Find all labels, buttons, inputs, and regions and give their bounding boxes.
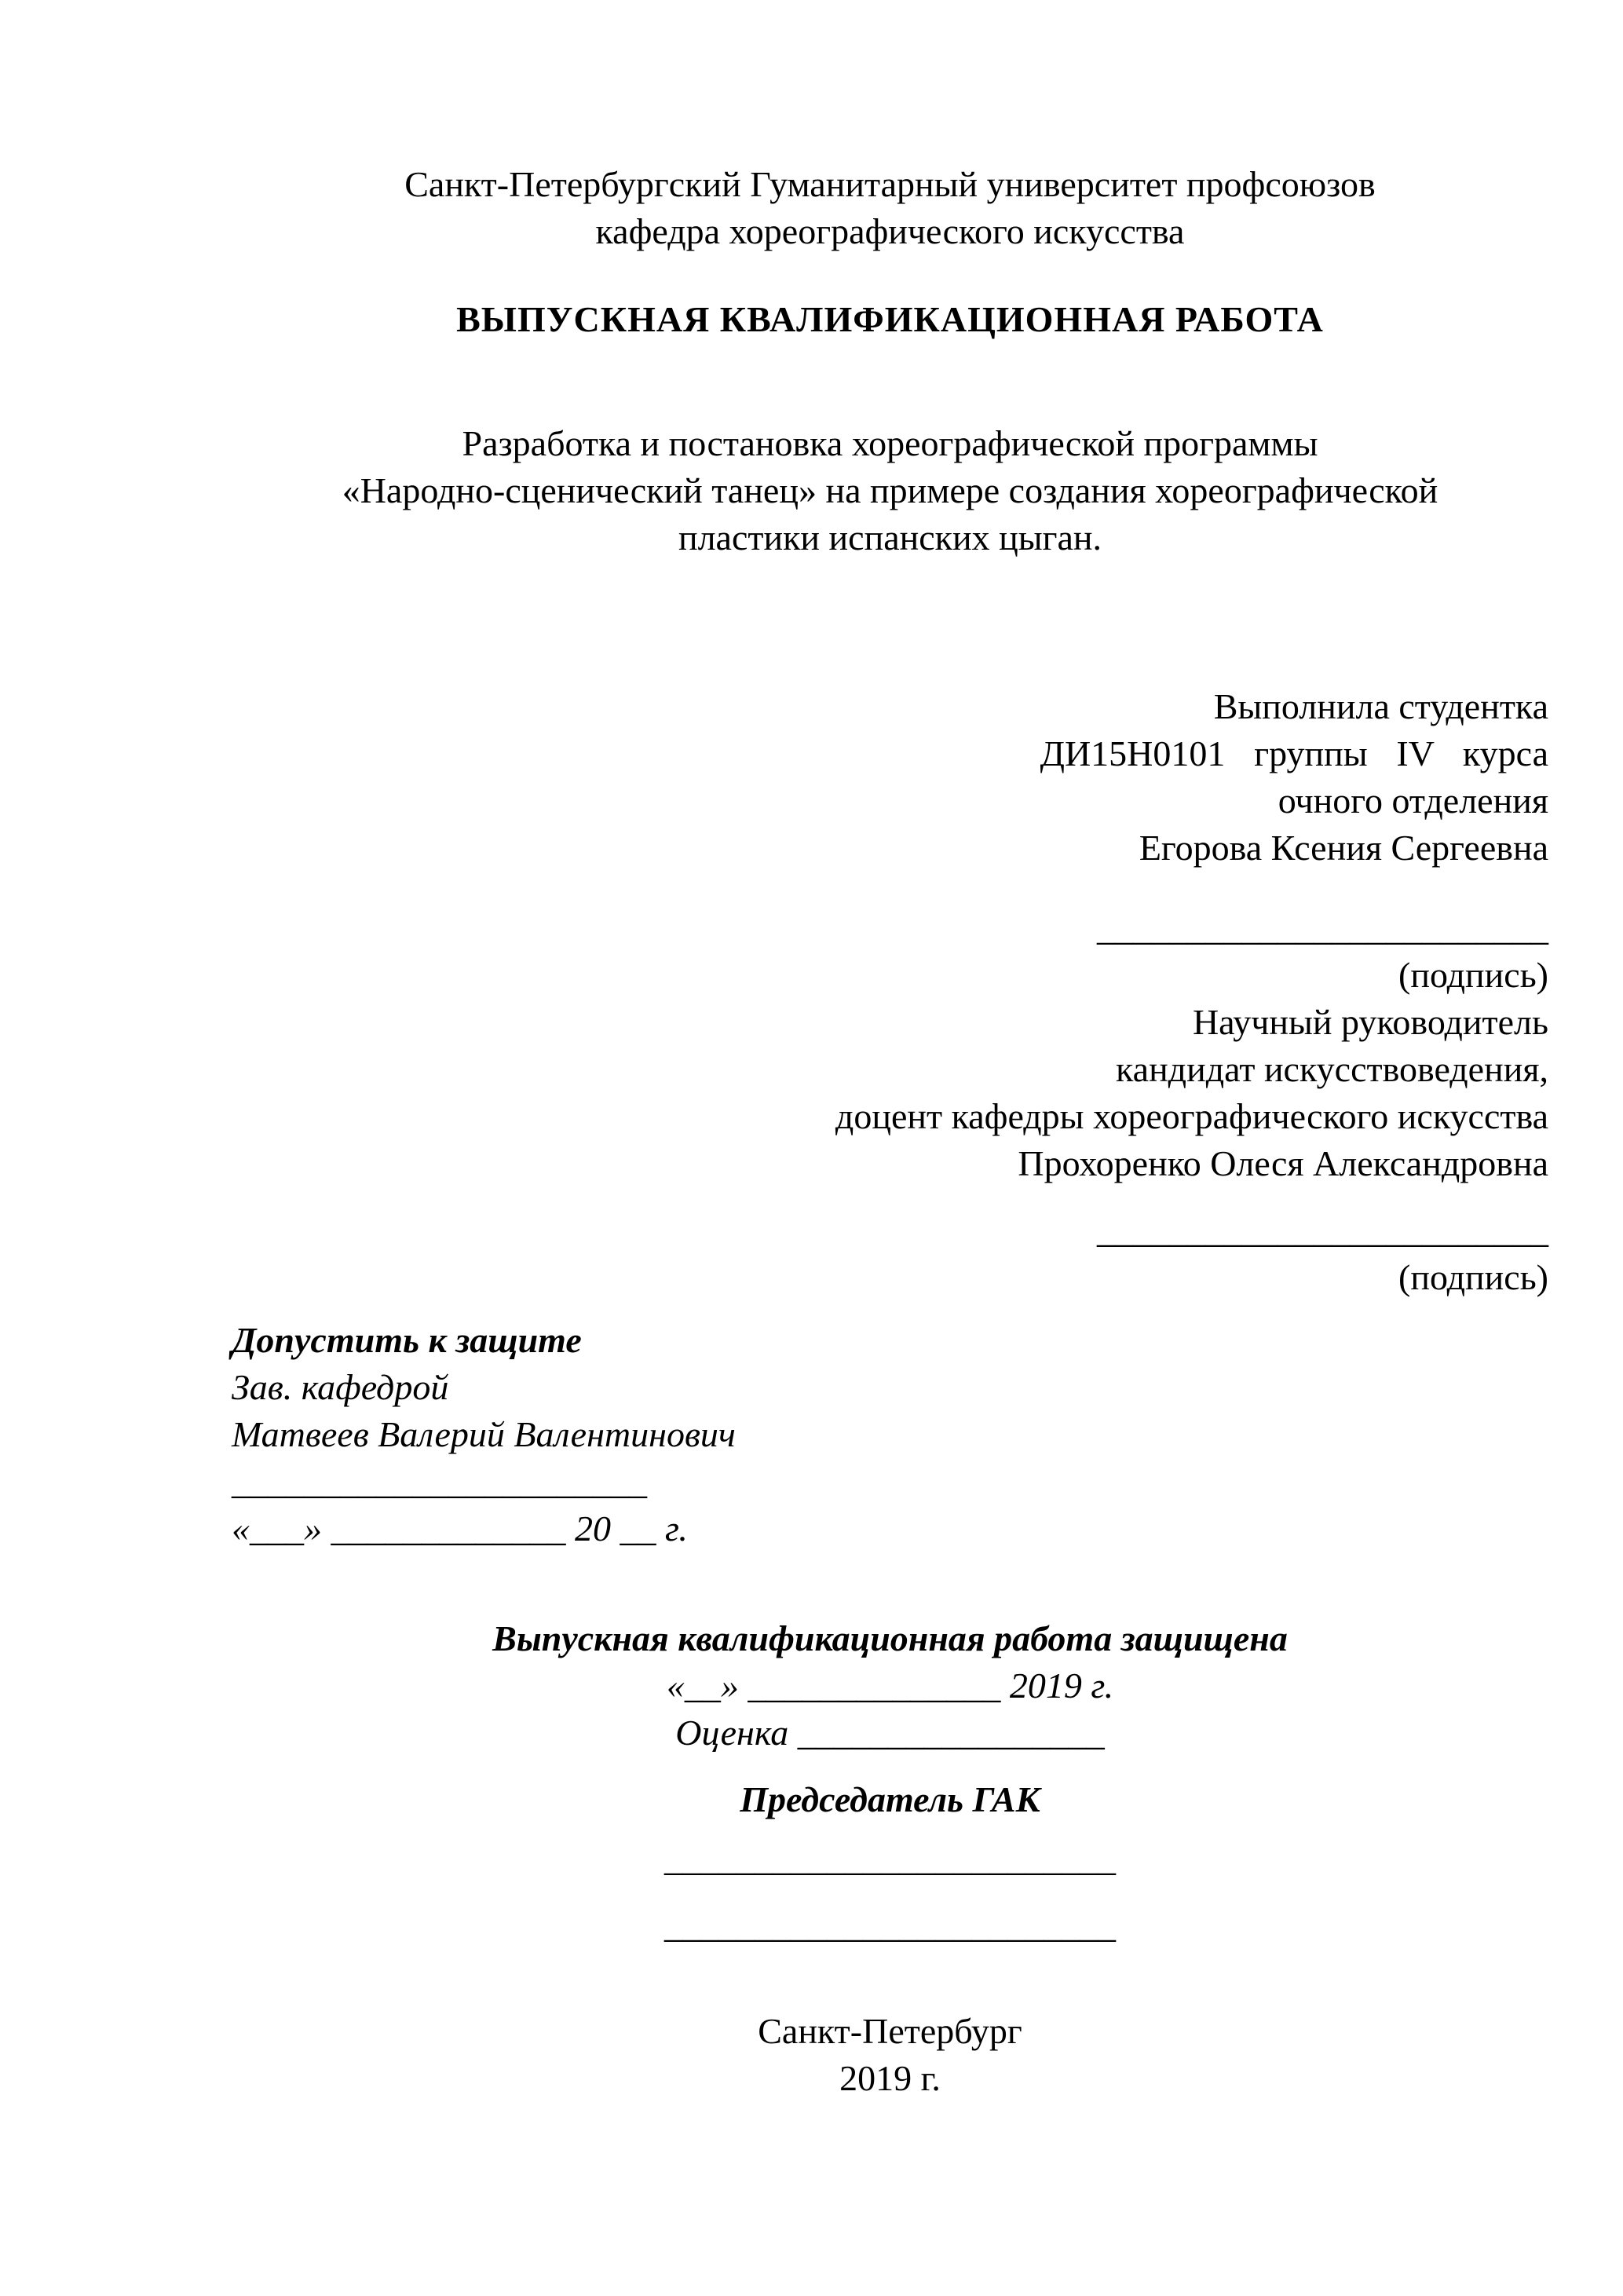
topic-line-1: Разработка и постановка хореографической программы: [462, 423, 1318, 463]
department-name: кафедра хореографического искусства: [595, 211, 1185, 251]
student-performed-by: Выполнила студентка: [1213, 686, 1548, 726]
admission-title: Допустить к защите: [232, 1320, 582, 1360]
thesis-topic: [232, 420, 1548, 561]
student-block: [232, 683, 1548, 872]
footer-year: 2019 г.: [839, 2058, 941, 2098]
document-header: [232, 161, 1548, 255]
admission-signature-line: _______________________: [232, 1461, 647, 1501]
footer-city: Санкт-Петербург: [758, 2011, 1022, 2051]
chairman-title: Председатель ГАК: [740, 1779, 1040, 1819]
supervisor-degree: кандидат искусствоведения,: [1116, 1049, 1548, 1089]
university-name: Санкт-Петербургский Гуманитарный университет профсоюзов: [404, 164, 1376, 204]
defense-date-line: «__» ______________ 2019 г.: [666, 1665, 1114, 1706]
defense-block: [232, 1615, 1548, 1949]
supervisor-signature-caption: (подпись): [1398, 1257, 1548, 1297]
supervisor-signature: [232, 1207, 1548, 1301]
student-group: ДИ15Н0101 группы IV курса: [1040, 733, 1548, 773]
document-footer: [232, 2008, 1548, 2102]
supervisor-name: Прохоренко Олеся Александровна: [1018, 1143, 1548, 1183]
supervisor-position: доцент кафедры хореографического искусства: [835, 1096, 1548, 1136]
student-department-form: очного отделения: [1278, 781, 1548, 821]
topic-line-3: пластики испанских цыган.: [678, 517, 1102, 558]
work-type-title: ВЫПУСКНАЯ КВАЛИФИКАЦИОННАЯ РАБОТА: [456, 299, 1324, 339]
topic-line-2: «Народно-сценический танец» на примере создания хореографической: [342, 470, 1438, 510]
admission-block: [232, 1317, 1548, 1552]
admission-date-line: «___» _____________ 20 __ г.: [232, 1508, 688, 1548]
chairman-signature-line-1: _________________________: [664, 1838, 1116, 1878]
supervisor-block: [232, 999, 1548, 1187]
defense-title: Выпускная квалификационная работа защищена: [492, 1618, 1288, 1658]
admission-head-name: Матвеев Валерий Валентинович: [232, 1414, 736, 1454]
chairman-signature-line-2: _________________________: [664, 1905, 1116, 1945]
student-signature-line: _________________________: [1097, 908, 1548, 948]
student-signature: [232, 905, 1548, 999]
supervisor-role: Научный руководитель: [1192, 1002, 1548, 1042]
student-name: Егорова Ксения Сергеевна: [1139, 828, 1548, 868]
supervisor-signature-line: _________________________: [1097, 1210, 1548, 1250]
admission-head-role: Зав. кафедрой: [232, 1367, 449, 1407]
student-signature-caption: (подпись): [1398, 955, 1548, 995]
defense-grade-line: Оценка _________________: [675, 1713, 1105, 1753]
